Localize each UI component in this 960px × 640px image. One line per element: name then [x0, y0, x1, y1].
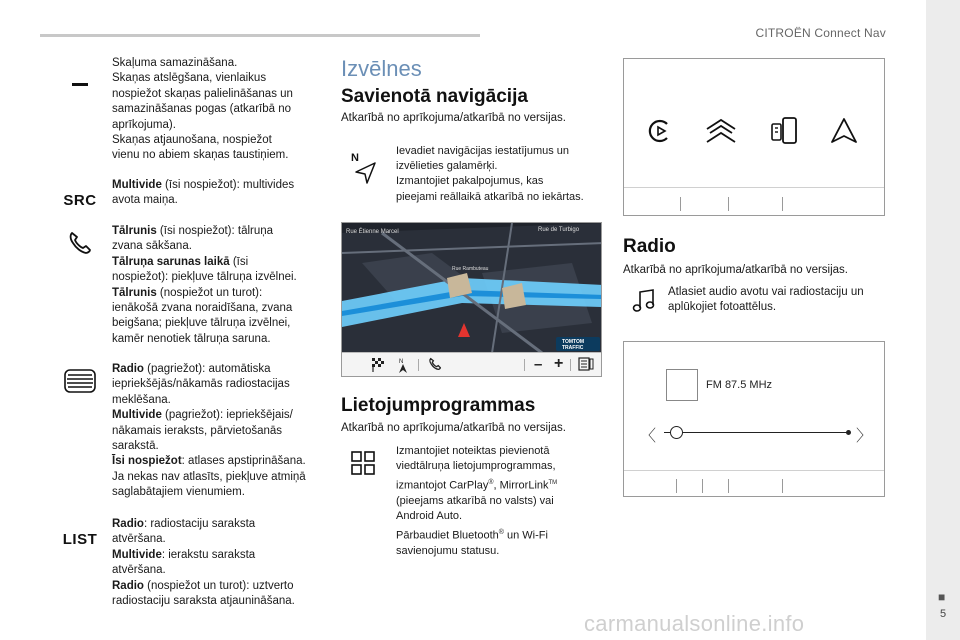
mirrorlink-icon[interactable]: [704, 117, 738, 150]
text-span: un Wi-Fi: [503, 529, 548, 542]
text-line: savienojumu statusu.: [396, 544, 500, 557]
phone-text: [112, 224, 324, 347]
navigation-arrow-icon: [350, 150, 378, 186]
text-span: : atlases apstiprināšana.: [181, 455, 306, 468]
text-line: [112, 548, 324, 563]
radio-wheel-text: [112, 362, 324, 501]
chevron-left-icon[interactable]: 〈: [640, 428, 657, 445]
text-line: saglabātajiem vienumiem.: [112, 486, 245, 499]
trademark-mark: TM: [548, 479, 558, 486]
list-label-icon: [60, 529, 100, 549]
phone-entry: [60, 224, 322, 352]
src-label-icon: [60, 190, 100, 210]
text-line: [112, 579, 324, 594]
bold-term: Multivide: [112, 548, 162, 561]
text-span: : radiostaciju saraksta: [143, 518, 256, 530]
page-number: 5: [940, 608, 947, 620]
text-line: atvēršana.: [112, 533, 166, 546]
radio-heading: Radio: [623, 236, 676, 257]
svg-text:N: N: [399, 359, 404, 365]
apps-description: [396, 444, 606, 559]
zoom-in-icon[interactable]: +: [554, 355, 564, 372]
text-span: (īsi nospiežot): multivides: [161, 179, 295, 191]
screen-divider: [680, 197, 681, 211]
text-line: Izmantojiet pakalpojumus, kas: [396, 175, 544, 188]
text-line: [396, 475, 606, 494]
frequency-slider-handle[interactable]: [670, 426, 683, 439]
page-marker: ■: [938, 590, 946, 604]
toolbar-divider: [418, 359, 419, 371]
text-line: meklēšana.: [112, 393, 171, 406]
text-span: : ierakstu saraksta: [161, 548, 256, 561]
bold-term: Radio: [112, 518, 144, 530]
apps-subtitle: Atkarībā no aprīkojuma/atkarībā no versijas.: [341, 422, 567, 434]
text-line: pieejami reāllaikā atkarībā no iekārtas.: [396, 190, 584, 203]
right-margin-band: [926, 0, 960, 640]
text-line: [112, 408, 324, 423]
android-auto-icon[interactable]: [829, 116, 859, 151]
registered-mark: ®: [488, 478, 494, 486]
bold-term: Radio: [112, 579, 144, 592]
text-span: (pagriežot): automātiska: [143, 363, 271, 375]
list-entry: [60, 517, 322, 613]
radio-subtitle: Atkarībā no aprīkojuma/atkarībā no versijas.: [623, 264, 849, 276]
bold-term: Īsi nospiežot: [112, 455, 182, 468]
text-line: nospiežot skaņas palielināšanas un: [112, 87, 293, 100]
text-line: izvēlieties galamērķi.: [396, 160, 498, 173]
apps-screen-illustration: [623, 58, 885, 216]
text-span: (īsi: [229, 255, 249, 268]
text-line: (pieejams atkarībā no valsts) vai: [396, 494, 554, 507]
phone-handset-icon[interactable]: [428, 357, 442, 376]
frequency-slider-end: [846, 430, 851, 435]
compass-north-icon[interactable]: [397, 356, 409, 377]
text-line: sarakstā.: [112, 440, 159, 453]
navigation-map-screenshot: [341, 222, 602, 377]
phone-handset-icon: [60, 228, 100, 258]
screen-bottom-rule: [624, 187, 884, 188]
bold-term: Tālruņa sarunas laikā: [112, 255, 230, 268]
text-line: nākamais ieraksts, pārvietošanās: [112, 424, 283, 437]
bold-term: Multivide: [112, 409, 162, 422]
bold-term: Tālrunis: [112, 225, 157, 237]
phone-mirroring-icon[interactable]: [769, 116, 799, 151]
bold-term: Radio: [112, 363, 144, 375]
text-line: Skaļuma samazināšana.: [112, 57, 238, 69]
apps-grid-icon: [351, 451, 375, 475]
map-street-label: Rue de Turbigo: [538, 227, 580, 233]
nav-subtitle: Atkarībā no aprīkojuma/atkarībā no versijas.: [341, 112, 567, 124]
text-line: iepriekšējās/nākamās radiostacijas: [112, 378, 290, 391]
src-entry: [60, 178, 322, 212]
text-line: [112, 517, 324, 532]
bold-term: Multivide: [112, 179, 162, 191]
text-line: [396, 525, 606, 544]
volume-down-text: [112, 56, 324, 164]
apps-heading: Lietojumprogrammas: [341, 395, 536, 416]
nav-heading: Savienotā navigācija: [341, 86, 528, 107]
src-text: [112, 178, 324, 209]
header-title: CITROËN Connect Nav: [755, 26, 886, 40]
minus-icon: [60, 76, 100, 92]
text-line: Izmantojiet noteiktas pievienotā: [396, 445, 550, 457]
screen-divider: [728, 479, 729, 493]
text-line: Skaņas atslēgšana, vienlaikus: [112, 72, 267, 85]
map-street-label: Rue Rambuteau: [452, 266, 489, 272]
chevron-right-icon[interactable]: 〉: [856, 428, 873, 445]
map-street-label: Rue Étienne Marcel: [346, 229, 399, 235]
text-line: samazināšanas pogas (atkarībā no: [112, 103, 291, 116]
text-line: Android Auto.: [396, 510, 463, 523]
map-toolbar: [342, 352, 601, 376]
text-line: [112, 224, 324, 239]
text-span: (pagriežot): iepriekšējais/: [161, 409, 293, 422]
radio-wheel-entry: [60, 362, 322, 506]
text-span: (nospiežot un turot):: [156, 286, 263, 299]
screen-divider: [782, 197, 783, 211]
text-span: izmantojot CarPlay: [396, 479, 489, 492]
text-line: beigšana; piekļuve tālruņa izvēlnei,: [112, 317, 291, 330]
screen-divider: [676, 479, 677, 493]
list-label: LIST: [62, 530, 98, 548]
text-line: ienākošā zvana noraidīšana, zvana: [112, 302, 293, 315]
text-span: Pārbaudiet Bluetooth: [396, 529, 499, 542]
music-note-icon: [632, 288, 656, 314]
text-line: viedtālruņa lietojumprogrammas,: [396, 460, 556, 473]
tomtom-logo-text: TOMTOM: [562, 339, 585, 345]
radio-description: [668, 285, 888, 316]
text-line: nospiežot): piekļuve tālruņa izvēlnei.: [112, 271, 297, 284]
frequency-slider-track[interactable]: [664, 432, 850, 433]
screen-divider: [728, 197, 729, 211]
text-span: , MirrorLink: [493, 479, 549, 492]
text-line: Ievadiet navigācijas iestatījumus un: [396, 145, 570, 157]
text-line: [112, 286, 324, 301]
text-line: [112, 255, 324, 270]
volume-down-entry: [60, 56, 322, 166]
map-settings-icon[interactable]: [578, 357, 594, 376]
section-title: Izvēlnes: [341, 56, 422, 81]
checkered-flag-icon[interactable]: [372, 358, 386, 377]
fm-frequency: FM 87.5 MHz: [706, 379, 773, 391]
scroll-wheel-icon: [60, 366, 100, 396]
screen-divider: [782, 479, 783, 493]
registered-mark: ®: [498, 528, 504, 536]
text-line: [112, 178, 324, 193]
text-line: Skaņas atjaunošana, nospiežot: [112, 134, 272, 147]
text-line: zvana sākšana.: [112, 240, 192, 253]
text-line: radiostaciju saraksta atjaunināšana.: [112, 595, 295, 608]
text-line: atvēršana.: [112, 564, 166, 577]
text-line: kamēr nenotiek tālruņa saruna.: [112, 332, 271, 345]
text-line: avota maiņa.: [112, 194, 178, 207]
text-line: vienu no abiem skaņas taustiņiem.: [112, 149, 289, 162]
watermark: carmanualsonline.info: [584, 611, 805, 636]
text-line: aplūkojiet fotoattēlus.: [668, 301, 777, 314]
map-view: [342, 223, 602, 353]
tomtom-logo-text: TRAFFIC: [562, 345, 584, 351]
zoom-out-icon[interactable]: –: [534, 356, 543, 373]
text-line: [112, 362, 324, 377]
toolbar-divider: [524, 359, 525, 371]
list-text: [112, 517, 324, 609]
nav-description: [396, 144, 606, 205]
screen-divider: [702, 479, 703, 493]
carplay-icon[interactable]: [646, 117, 674, 150]
toolbar-divider: [570, 359, 571, 371]
radio-screen-illustration: [623, 341, 885, 497]
src-label: SRC: [63, 191, 97, 209]
bold-term: Tālrunis: [112, 286, 157, 299]
header-rule: [40, 34, 480, 37]
text-line: Atlasiet audio avotu vai radiostaciju un: [668, 286, 864, 298]
text-span: (nospiežot un turot): uztverto: [143, 579, 294, 592]
station-artwork-placeholder: [666, 369, 698, 401]
text-line: Ja nekas nav atlasīts, piekļuve atmiņā: [112, 470, 306, 483]
text-line: [112, 454, 324, 469]
screen-bottom-rule: [624, 470, 884, 471]
text-span: (īsi nospiežot): tālruņa: [156, 225, 274, 237]
svg-text:N: N: [351, 152, 359, 164]
text-line: aprīkojuma).: [112, 118, 176, 131]
